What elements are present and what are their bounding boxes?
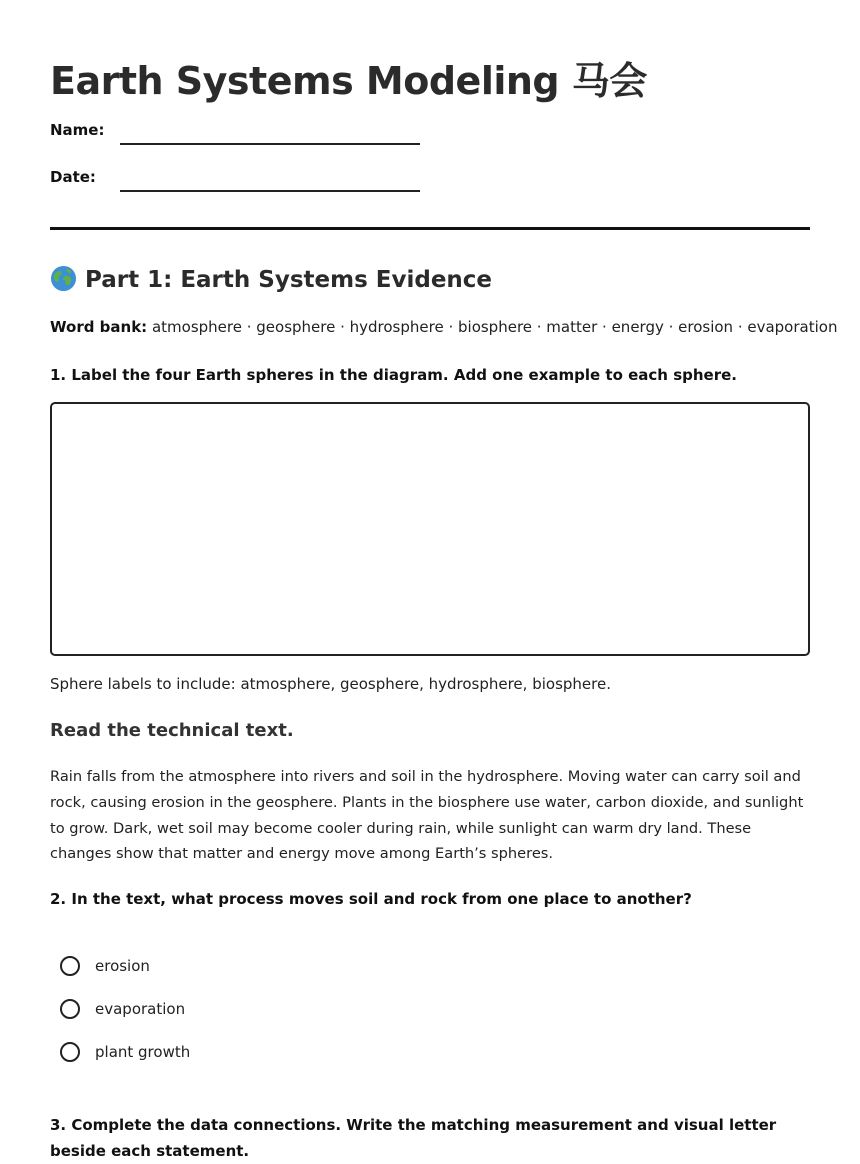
date-label: Date: — [50, 168, 96, 186]
name-label: Name: — [50, 121, 105, 139]
reading-heading: Read the technical text. — [50, 720, 294, 741]
question-2: 2. In the text, what process moves soil and rock from one place to another? — [50, 890, 692, 908]
technical-text-passage: Rain falls from the atmosphere into rivers and soil in the hydrosphere. Moving water can carry soil and rock, causing erosion in the geosphere. Plants in the biosphere use water, carbon dioxide, and sunlight to grow. Dark, wet soil may become cooler during rain, while sunlight can warm dry land. These changes show that matter and energy move among Earth’s spheres. — [50, 768, 804, 863]
globe-icon — [50, 265, 77, 292]
q2-option-erosion[interactable] — [60, 953, 150, 979]
word-bank-words: atmosphere · geosphere · hydrosphere · biosphere · matter · energy · erosion · evaporation — [151, 318, 838, 336]
header-divider — [50, 227, 810, 230]
word-bank — [50, 318, 837, 336]
word-bank-label: Word bank: — [50, 318, 148, 336]
date-field[interactable] — [120, 190, 420, 192]
q2-option-evaporation[interactable] — [60, 996, 185, 1022]
q2-option-plant-growth[interactable] — [60, 1039, 190, 1065]
sphere-labels-note: Sphere labels to include: atmosphere, geosphere, hydrosphere, biosphere. — [50, 675, 611, 693]
question-3: 3. Complete the data connections. Write the matching measurement and visual letter beside each statement. — [50, 1116, 777, 1160]
part1-heading-text: Part 1: Earth Systems Evidence — [85, 267, 493, 293]
option-label: evaporation — [95, 1000, 186, 1018]
name-field[interactable] — [120, 143, 420, 145]
question-1: 1. Label the four Earth spheres in the diagram. Add one example to each sphere. — [50, 366, 737, 384]
option-label: plant growth — [95, 1043, 191, 1061]
radio-button[interactable] — [60, 999, 80, 1019]
radio-button[interactable] — [60, 1042, 80, 1062]
page-title: Earth Systems Modeling 马会 — [50, 59, 647, 103]
option-label: erosion — [95, 957, 150, 975]
radio-button[interactable] — [60, 956, 80, 976]
sphere-diagram-box[interactable] — [50, 402, 810, 656]
part1-heading — [50, 265, 492, 293]
